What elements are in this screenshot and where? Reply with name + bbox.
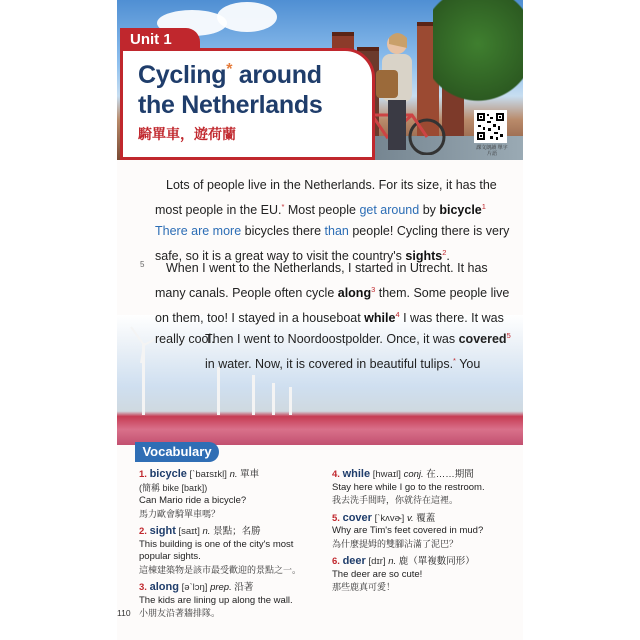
vocab-entry: 5. cover [ˋkʌvɚ] v. 覆蓋 Why are Tim's feet covered in mud? 為什麼提姆的雙腳沾滿了泥巴？ bbox=[332, 511, 484, 549]
vocab-word-sights: sights bbox=[405, 249, 443, 264]
line-number: 5 bbox=[140, 260, 145, 269]
footnote-marker: 5 bbox=[506, 331, 511, 340]
phrase-than: than bbox=[324, 224, 349, 239]
vocab-word-along: along bbox=[337, 286, 372, 301]
footnote-marker: 1 bbox=[481, 202, 486, 211]
star-marker: * bbox=[226, 61, 233, 78]
windmill bbox=[289, 387, 292, 415]
footnote-marker: 3 bbox=[371, 285, 376, 294]
paragraph-2: When I went to the Netherlands, I started in Utrecht. It has many canals. People often cycle along$^3$ them. Some people live on them, too! I stayed in a houseboat while$^4$ I was there. It was really cool. bbox=[155, 261, 510, 347]
windmill bbox=[252, 375, 255, 415]
title-card bbox=[120, 48, 375, 160]
cloud bbox=[217, 2, 277, 32]
footnote-marker: 4 bbox=[395, 310, 400, 320]
vocab-entry: 1. bicycle [ˋbaɪsɪkḷ] n. 單車 (簡稱 bike [baɪk]) Can Mario ride a bicycle? 馬力歐會騎單車嗎？ bbox=[139, 468, 260, 519]
windmill bbox=[272, 383, 275, 415]
footnote-marker: 2 bbox=[442, 248, 447, 258]
phrase-there-are-more: There are more bbox=[155, 224, 242, 239]
title-chinese: 騎單車，遊荷蘭 bbox=[138, 126, 236, 142]
paragraph-1: Lots of people live in the Netherlands. For its size, it has the most people in the EU.* Most people get around by bicycle$^1$ There are more bicycles there than people! Cycling there is very safe, so it is a great way to visit the country's sights$^2$. bbox=[155, 178, 510, 264]
unit-label: Unit 1 bbox=[120, 28, 200, 52]
textbook-page bbox=[117, 0, 523, 640]
tree bbox=[433, 0, 523, 110]
title-line-2: the Netherlands bbox=[138, 91, 323, 119]
vocab-entry: 2. sight [saɪt] n. 景點；名勝 This building is one of the city's most popular sights. 這棟建築物是該市最受歡迎的景點之一。 bbox=[139, 525, 302, 575]
title-line-1: Cycling* around bbox=[138, 61, 322, 89]
vocab-word-bicycle: bicycle bbox=[439, 203, 482, 218]
vocab-entry: 6. deer [dɪr] n. 鹿（單複數同形） The deer are so cute! 那些鹿真可愛！ bbox=[332, 555, 475, 592]
page-number: 110 bbox=[117, 608, 131, 618]
paragraph-3: Then I went to Noordoostpolder. Once, it was covered$^5$ in water. Now, it is covered in beautiful tulips.* You bbox=[205, 331, 511, 372]
qr-caption: 課文朗讀 單字片語 bbox=[476, 145, 508, 157]
footnote-marker: * bbox=[281, 202, 285, 211]
vocab-entry: 3. along [əˋlɔŋ] prep. 沿著 The kids are lining up along the wall. 小朋友沿著牆排隊。 bbox=[139, 581, 293, 618]
phrase-get-around: get around bbox=[359, 203, 420, 218]
vocab-column-right bbox=[332, 468, 517, 599]
vocab-column-left bbox=[139, 468, 324, 625]
vocab-word-covered: covered bbox=[458, 332, 507, 347]
vocab-word-while: while bbox=[364, 311, 396, 326]
vocabulary-label: Vocabulary bbox=[135, 442, 219, 462]
vocab-entry: 4. while [hwaɪl] conj. 在……期間 Stay here while I go to the restroom. 我去洗手間時，你就待在這裡。 bbox=[332, 468, 485, 505]
qr-code-icon[interactable] bbox=[474, 110, 507, 143]
footnote-marker: * bbox=[453, 356, 456, 366]
